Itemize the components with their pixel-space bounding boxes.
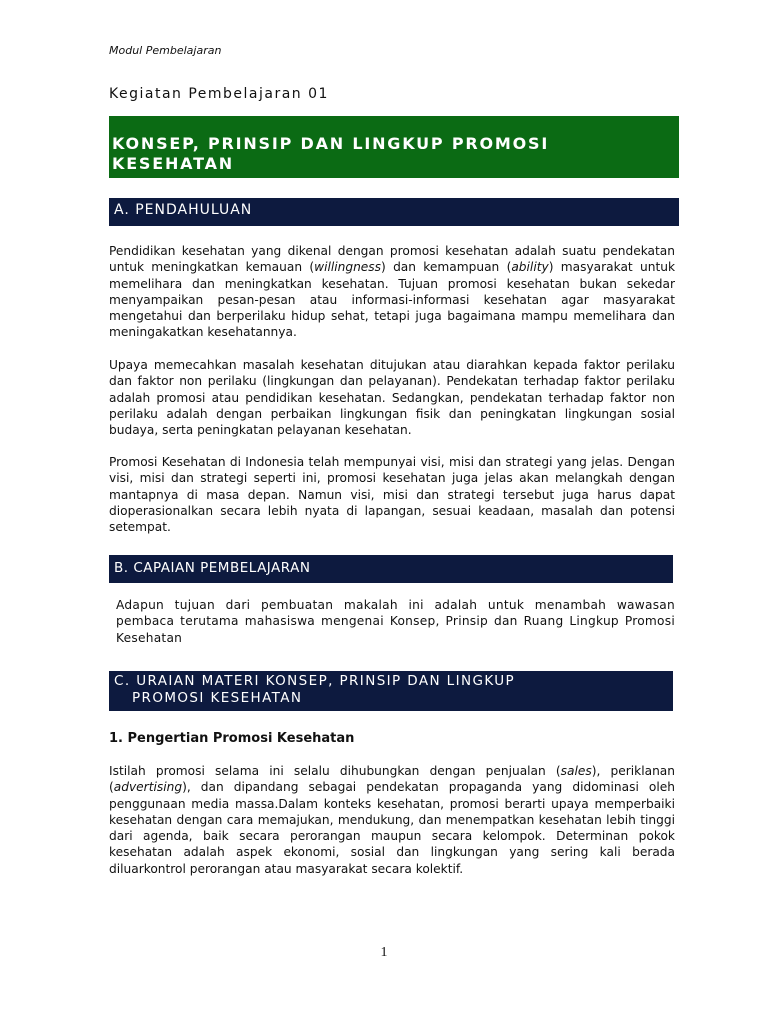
page-number: 1 — [380, 945, 388, 960]
text-run: ), dan dipandang sebagai pendekatan propaganda yang didominasi oleh penggunaan media massa.Dalam konteks kesehatan, promosi berarti upaya memperbaiki kesehatan dengan cara memajukan, mendukung, dan menempatkan kesehatan lebih tinggi dari agenda, baik secara perorangan maupun secara kelompok. Determinan pokok kesehatan adalah aspek ekonomi, sosial dan lingkungan yang sering kali berada diluarkontrol perorangan atau masyarakat secara kolektif. — [109, 780, 675, 876]
italic-term: willingness — [314, 260, 382, 275]
section-c-heading-line2: PROMOSI KESEHATAN — [132, 690, 303, 706]
activity-label: Kegiatan Pembelajaran 01 — [109, 86, 329, 102]
italic-term: advertising — [113, 780, 183, 795]
text-run: ) masyarakat untuk memelihara dan meningkatkan kesehatan. Tujuan promosi kesehatan bukan sekedar menyampaikan pesan-pesan atau informasi-informasi kesehatan agar masyarakat mengetahui dan berperilaku hidup sehat, tetapi juga bagaimana mampu memelihara dan meningakatkan kesehatannya. — [109, 260, 675, 340]
section-c-heading — [109, 671, 673, 711]
section-a-paragraph-1 — [109, 243, 675, 341]
section-a-paragraph-2: Upaya memecahkan masalah kesehatan ditujukan atau diarahkan kepada faktor perilaku dan faktor non perilaku (lingkungan dan pelayanan). Pendekatan terhadap faktor perilaku adalah promosi atau pendidikan kesehatan. Sedangkan, pendekatan terhadap faktor non perilaku adalah dengan perbaikan lingkungan fisik dan peningkatan lingkungan sosial budaya, serta peningkatan pelayanan kesehatan. — [109, 358, 675, 438]
section-c-paragraph-1 — [109, 763, 675, 877]
section-a-heading: A. PENDAHULUAN — [109, 198, 679, 226]
chapter-title-line2: KESEHATAN — [112, 154, 234, 173]
section-a-paragraph-3: Promosi Kesehatan di Indonesia telah mempunyai visi, misi dan strategi yang jelas. Dengan visi, misi dan strategi seperti ini, promosi kesehatan juga jelas akan melangkah dengan mantapnya di masa depan. Namun visi, misi dan strategi tersebut juga harus dapat dioperasionalkan secara lebih nyata di lapangan, sesuai keadaan, masalah dan potensi setempat. — [109, 455, 675, 535]
italic-term: sales — [560, 764, 592, 778]
text-run: ) dan kemampuan ( — [381, 260, 512, 275]
chapter-title-line1: KONSEP, PRINSIP DAN LINGKUP PROMOSI — [112, 134, 550, 153]
text-run: Pendidikan kesehatan yang dikenal dengan promosi kesehatan adalah suatu pendekatan untuk meningkatkan kemauan ( — [109, 244, 675, 275]
text-run: Istilah promosi selama ini selalu dihubungkan dengan penjualan ( — [109, 764, 561, 778]
text-run: ), periklanan ( — [109, 764, 675, 795]
chapter-title-banner — [109, 116, 679, 178]
section-b-heading: B. CAPAIAN PEMBELAJARAN — [109, 555, 673, 583]
section-b-paragraph-1: Adapun tujuan dari pembuatan makalah ini adalah untuk menambah wawasan pembaca terutama mahasiswa mengenai Konsep, Prinsip dan Ruang Lingkup Promosi Kesehatan — [116, 598, 675, 645]
section-c-heading-line1: C. URAIAN MATERI KONSEP, PRINSIP DAN LINGKUP — [114, 673, 516, 689]
subsection-heading: 1. Pengertian Promosi Kesehatan — [109, 731, 355, 746]
module-header-label: Modul Pembelajaran — [109, 44, 222, 57]
italic-term: ability — [511, 260, 549, 275]
